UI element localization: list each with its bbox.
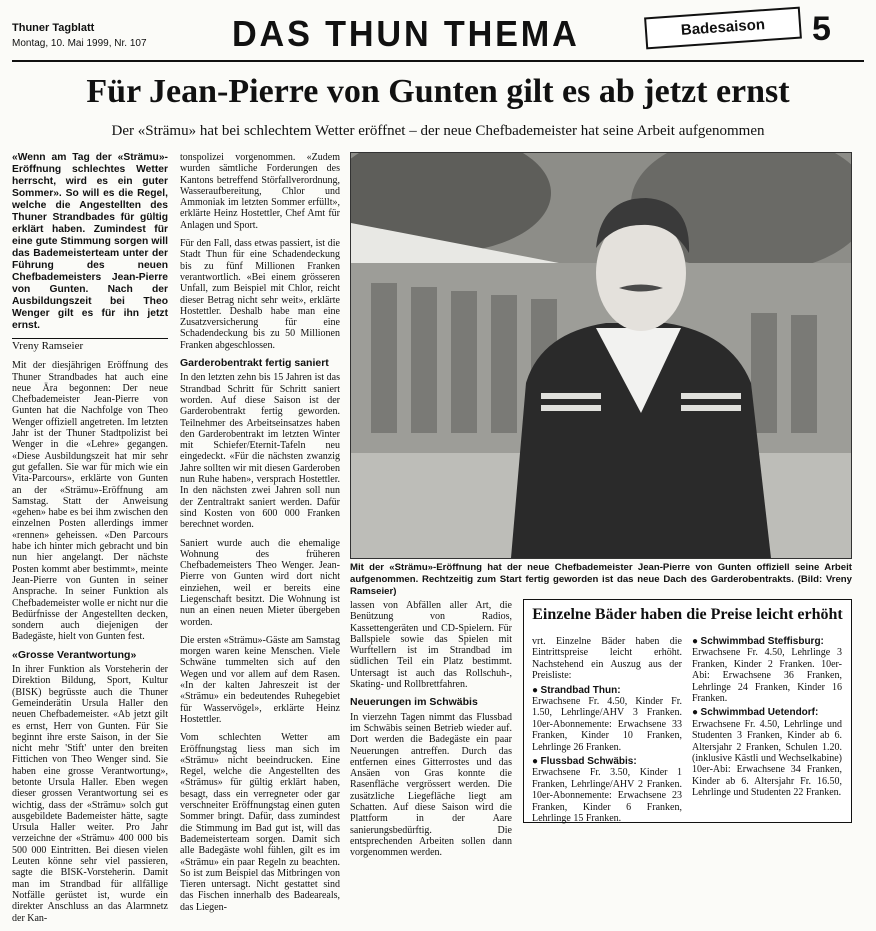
- price-entry: ● Schwimmbad Steffisburg: Erwachsene Fr. 4.50, Lehrlinge 3 Franken, Kinder 2 Franken. 10er-Abi: Erwachsene 36 Franken, Lehrlinge 24 Franken, Kinder 16 Franken.: [692, 636, 842, 705]
- infobox-right-column: [692, 636, 842, 802]
- body-paragraph: In ihrer Funktion als Vorsteherin der Direktion Bildung, Sport, Kultur (BISK) begrüsste auch die Thuner Gemeinderätin Ursula Haller den neuen Chefbademeister. «Ab jetzt gilt es ernst, Herr von Gunten. Für Sie beginnt ihre erste Saison, in der Sie nicht mehr 'Stift' unter den breiten Fittichen von Theo Wenger sind. Sie haben eine grosse Verantwortung», betonte Ursula Haller. Eben wegen dieser grossen Verantwortung sei es wichtig, dass der «Strämu» solch gut ausgebildete Bademeister hätte, sagte Ursula Haller weiter. Pro Jahr verzeichne der «Strämu» 400 000 bis 500 000 Eintritten. Bei diesen vielen Leuten könne sehr viel passieren, sagte die BISK-Vorsteherin. Damit man im Strandbad für allfällige Notfälle gerüstet ist, wurde ein direkter Anschluss an das Alarmnetz der Kan-: [12, 664, 168, 924]
- price-infobox: [523, 599, 852, 823]
- bath-name: Strandbad Thun:: [540, 684, 621, 696]
- infobox-intro: vrt. Einzelne Bäder haben die Eintrittspreise leicht erhöht. Nachstehend ein Auszug aus der Preisliste:: [532, 636, 682, 682]
- section-badge: Badesaison: [644, 7, 802, 50]
- subhead-grosse-verantwortung: «Grosse Verantwortung»: [12, 648, 137, 661]
- body-paragraph: Vom schlechten Wetter am Eröffnungstag liess man sich im «Strämu» nicht beeindrucken. Eine Regel, welche die Angestellten des «Strämus» für gültig erklärt haben, besagt, dass ein verregneter oder gar verschneiter Eröffnungstag einen guten Sommer bringt. Dafür, dass zumindest die Stimmung im Bad gut ist, will das Bademeisterteam sorgen. Damit sich alle Badegäste wohl fühlen, gilt es im «Strämu» ein paar Regeln zu beachten. So ist zum Beispiel das Mitbringen von Tieren untersagt. Nicht gestattet sind das Fischen innerhalb des Badeareals, das Liegen-: [180, 732, 340, 913]
- bath-name: Schwimmbad Uetendorf:: [700, 707, 819, 719]
- bath-prices: Erwachsene Fr. 4.50, Kinder Fr. 1.50, Lehrlinge/AHV 3 Franken. 10er-Abonnemente: Erwachsene 33 Franken, Kinder 10 Franken, Lehrlinge 26 Franken.: [532, 696, 682, 753]
- subheadline: Der «Strämu» hat bei schlechtem Wetter eröffnet – der neue Chefbademeister hat seine Arbeit aufgenommen: [111, 123, 765, 139]
- author-byline: Vreny Ramseier: [12, 338, 168, 352]
- photo-caption: Mit der «Strämu»-Eröffnung hat der neue Chefbademeister Jean-Pierre von Gunten offiziell seine Arbeit aufgenommen. Rechtzeitig zum Start fertig geworden ist das neue Dach des Garderobentrakts. (Bild: Vreny Ramseier): [350, 562, 852, 597]
- price-entry: ● Strandbad Thun: Erwachsene Fr. 4.50, Kinder Fr. 1.50, Lehrlinge/AHV 3 Franken. 10er-Abonnemente: Erwachsene 33 Franken, Kinder 10 Franken, Lehrlinge 26 Franken.: [532, 684, 682, 753]
- body-paragraph: Mit der diesjährigen Eröffnung des Thuner Strandbades hat auch eine neue Ära begonnen: Der neue Chefbademeister Jean-Pierre von Gunten hat die Nachfolge von Theo Wenger offiziell angetreten. Im letzten Jahr ist der Thuner Stadtpolizist bei Wenger in die «Lehre» gegangen. «Diese Ausbildungszeit hat mir sehr gut gefallen. Sie war für mich wie ein Vita-Parcours», erklärte von Gunten an der «Strämu»-Eröffnung am Samstag. Statt der Anweisung «gehen» habe es bei ihm zwischen den einzelnen Posten allerdings immer «rennen» geheissen. «Den Parcours habe ich hinter mich gebracht und bin nun hier angelangt. Der nächste Posten kommt aber bestimmt», meinte Jean-Pierre von Gunten in seiner Ansprache. In seiner Funktion als Chefbademeister wolle er nicht nur die Bedürfnisse der Angestellten decken, sondern auch diejenigen der Badegäste, hielt von Gunten fest.: [12, 360, 168, 643]
- lead-paragraph: «Wenn am Tag der «Strämu»-Eröffnung schlechtes Wetter herrscht, wird es ein guter Sommer». So will es die Regel, welche die Angestellten des Thuner Strandbades für gültig erklärt haben. Zumindest für eine gute Stimmung sorgen will das Bademeisterteam unter der Führung des neuen Chefbademeisters Jean-Pierre von Gunten. Nach der Ausbildungszeit bei Theo Wenger gilt es für ihn jetzt ernst.: [12, 152, 168, 331]
- body-paragraph: lassen von Abfällen aller Art, die Benützung von Radios, Kassettengeräten und CD-Spielern. Für Ballspiele sowie das Spielen mit Wurftellern ist im Strandbad im südlichen Teil ein Platz bestimmt. Untersagt ist auch das Rollschuh-, Skating- und Rollbrettfahren.: [350, 600, 512, 691]
- header-rule: [12, 60, 864, 62]
- page-number: 5: [812, 10, 831, 48]
- subhead-neuerungen: Neuerungen im Schwäbis: [350, 696, 478, 709]
- section-title: DAS THUN THEMA: [232, 13, 580, 54]
- body-paragraph: Die ersten «Strämu»-Gäste am Samstag morgen waren keine Menschen. Viele Schwäne tummelten sich auf den Wegen und vor allem auf dem Rasen. «In der kalten Jahreszeit ist der «Strämu» ein bedeutendes Ruhegebiet für Wasservögel», erklärte Heinz Hostettler.: [180, 634, 340, 725]
- bath-name: Schwimmbad Steffisburg:: [700, 636, 824, 647]
- column-2: [180, 152, 340, 920]
- column-1: [12, 152, 168, 931]
- publication-name: Thuner Tagblatt: [12, 22, 95, 34]
- body-paragraph: Für den Fall, dass etwas passiert, ist die Stadt Thun für eine Schadendeckung bis zu fünf Millionen Franken verantwortlich. «Bei einem grösseren Unfall, zum Beispiel mit Chlor, reicht dieser Betrag nicht sehr weit», erklärte Hostettler. Deshalb habe man eine Zusatzversicherung für eine Schadendeckung bis zu 50 Millionen Franken abgeschlossen.: [180, 238, 340, 351]
- price-entry: ● Schwimmbad Uetendorf: Erwachsene Fr. 4.50, Lehrlinge und Studenten 3 Franken, Kinder ab 6. Altersjahr 2 Franken, Schulen 1.20. (inklusive Kästli und Wechselkabine) 10er-Abi: Erwachsene 34 Franken, Kinder ab 6. Altersjahr Fr. 16.50, Lehrlinge und Studenten 22 Franken.: [692, 707, 842, 799]
- infobox-left-column: [532, 636, 682, 828]
- body-paragraph: Saniert wurde auch die ehemalige Wohnung des früheren Chefbademeisters Theo Wenger. Jean-Pierre von Gunten wird dort nicht einziehen, weil er bereits eine Liegenschaft besitzt. Die Wohnung ist nun an einen neuen Mieter übergeben worden.: [180, 537, 340, 628]
- body-paragraph: tonspolizei vorgenommen. «Zudem wurden sämtliche Forderungen des Kantons betreffend Störfallverordnung, Wasseraufbereitung, Chlor und Ammoniak im letzten Sommer erfüllt», erklärte Heinz Hostettler, Chef Amt für Anlagen und Sport.: [180, 152, 340, 231]
- article-photo: [350, 152, 852, 559]
- body-paragraph: In den letzten zehn bis 15 Jahren ist das Strandbad Schritt für Schritt saniert worden. Auf diese Saison ist der Garderobentrakt fertig geworden. Teilnehmer des Arbeitseinsatzes haben den Garderobentrakt im letzten Winter mit Schiefer/Eternit-Tafeln neu eingedeckt. «Für die nächsten zwanzig Jahre sollten wir mit diesen Garderoben nun Ruhe haben», versprach Hostettler. In den nächsten zwei Jahren soll nun der Zentraltrakt saniert werden. Dafür sind Kosten von 600 000 Franken berechnet worden.: [180, 372, 340, 531]
- headline: Für Jean-Pierre von Gunten gilt es ab jetzt ernst: [86, 73, 790, 110]
- bath-name: Flussbad Schwäbis:: [540, 756, 637, 768]
- column-3: [350, 600, 512, 866]
- bath-prices: Erwachsene Fr. 3.50, Kinder 1 Franken, Lehrlinge/AHV 2 Franken. 10er-Abonnemente: Erwachsene 23 Franken, Kinder 6 Franken, Lehrlinge 15 Franken.: [532, 767, 682, 825]
- price-entry: ● Flussbad Schwäbis: Erwachsene Fr. 3.50, Kinder 1 Franken, Lehrlinge/AHV 2 Franken. 10er-Abonnemente: Erwachsene 23 Franken, Kinder 6 Franken, Lehrlinge 15 Franken.: [532, 756, 682, 825]
- issue-date: Montag, 10. Mai 1999, Nr. 107: [12, 38, 147, 49]
- infobox-title: Einzelne Bäder haben die Preise leicht erhöht: [532, 606, 843, 623]
- subhead-garderobentrakt: Garderobentrakt fertig saniert: [180, 357, 329, 370]
- body-paragraph: In vierzehn Tagen nimmt das Flussbad im Schwäbis seinen Betrieb wieder auf. Dort werden die Badegäste ein paar Neuerungen antreffen. Durch das entfernen eines Gitterrostes und das Ansäen von Gras konnte die Rasenfläche vergrössert werden. Die zusätzliche Liegefläche liegt am Schatten. Auf diese Saison wird die Plattform in der Aare sanierungsbedürftig. Die entsprechenden Arbeiten sollen dann vorgenommen werden.: [350, 711, 512, 859]
- photo-illustration: [351, 153, 851, 558]
- bath-prices: Erwachsene Fr. 4.50, Lehrlinge 3 Franken, Kinder 2 Franken. 10er-Abi: Erwachsene 36 Franken, Lehrlinge 24 Franken, Kinder 16 Franken.: [692, 647, 842, 705]
- bath-prices: Erwachsene Fr. 4.50, Lehrlinge und Studenten 3 Franken, Kinder ab 6. Altersjahr 2 Franken, Schulen 1.20. (inklusive Kästli und Wechselkabine) 10er-Abi: Erwachsene 34 Franken, Kinder ab 6. Altersjahr Fr. 16.50, Lehrlinge und Studenten 22 Franken.: [692, 718, 842, 799]
